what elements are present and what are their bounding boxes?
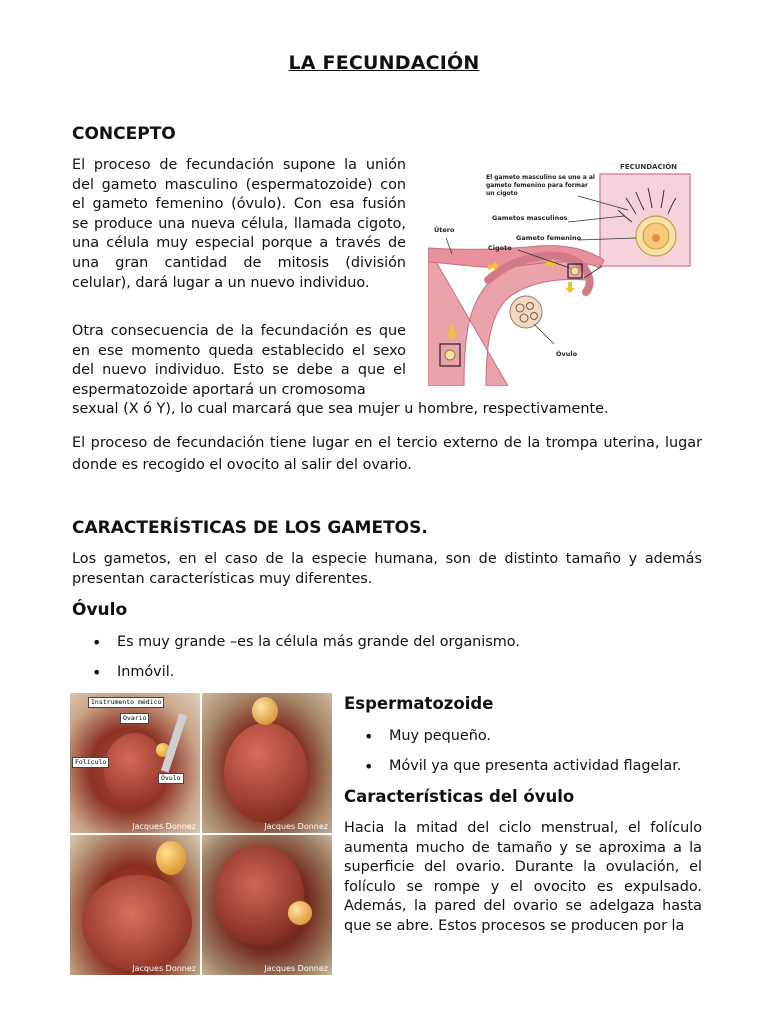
espermatozoide-heading: Espermatozoide [344,694,494,713]
photo-3 [70,835,200,975]
label-utero: Útero [434,226,455,234]
tag-ovulo: Óvulo [158,773,184,784]
photo-credit: Jacques Donnez [132,964,196,973]
caracteristicas-ovulo-heading: Características del óvulo [344,787,575,806]
list-item: • Muy pequeño. [344,727,704,757]
diagram-caption: El gameto masculino se une a al gameto femenino para formar un cigoto [486,174,595,197]
concepto-paragraph-1: El proceso de fecundación supone la unión del gameto masculino (espermatozoide) con el gameto femenino (óvulo). Con esa fusión se produce una nueva célula, llamada cigoto, una célula muy especial porque a través de una gran cantidad de mitosis (división celular), dará lugar a un nuevo individuo. [72,157,406,291]
photo-2 [202,693,332,833]
photo-1 [70,693,200,833]
tag-ovario: Ovario [120,713,149,724]
label-cigoto: Cigoto [488,244,512,252]
label-gameto-femenino: Gameto femenino [516,234,582,242]
list-item: • Móvil ya que presenta actividad flagelar. [344,757,704,787]
diagram-box-title: FECUNDACIÓN [620,163,678,171]
concepto-heading: CONCEPTO [72,124,176,144]
photo-credit: Jacques Donnez [264,964,328,973]
list-item: • Inmóvil. [72,663,692,693]
caracteristicas-heading: CARACTERÍSTICAS DE LOS GAMETOS. [72,518,428,538]
caracteristicas-intro: Los gametos, en el caso de la especie humana, son de distinto tamaño y además presentan características muy diferentes. [72,551,702,587]
photo-4 [202,835,332,975]
document-title: LA FECUNDACIÓN [288,52,480,74]
photo-credit: Jacques Donnez [264,822,328,831]
label-ovulo: Óvulo [556,350,578,358]
tag-instrumento: Instrumento médico [88,697,164,708]
espermatozoide-list [344,727,704,787]
ovulo-heading: Óvulo [72,600,128,620]
photo-credit: Jacques Donnez [132,822,196,831]
concepto-paragraph-3: El proceso de fecundación tiene lugar en el tercio externo de la trompa uterina, lugar donde es recogido el ovocito al salir del ovario. [72,435,702,473]
ovulo-list [72,633,692,693]
caracteristicas-ovulo-text: Hacia la mitad del ciclo menstrual, el folículo aumenta mucho de tamaño y se aproxima a la superficie del ovario. Durante la ovulación, el folículo se rompe y el ovocito es expulsado. Además, la pared del ovario se adelgaza hasta que se abre. Estos procesos se producen por la [344,820,702,934]
concepto-paragraph-2: Otra consecuencia de la fecundación es que en ese momento queda establecido el sexo del nuevo individuo. Esto se debe a que el espermatozoide aportará un cromosoma [72,323,406,398]
concepto-paragraph-2-tail: sexual (X ó Y), lo cual marcará que sea mujer u hombre, respectivamente. [72,401,609,417]
label-gametos-masculinos: Gametos masculinos [492,214,568,222]
list-item: • Es muy grande –es la célula más grande del organismo. [72,633,692,663]
tag-foliculo: Folículo [72,757,109,768]
ovulation-photo-grid [70,693,332,975]
fecundation-diagram [428,158,702,386]
